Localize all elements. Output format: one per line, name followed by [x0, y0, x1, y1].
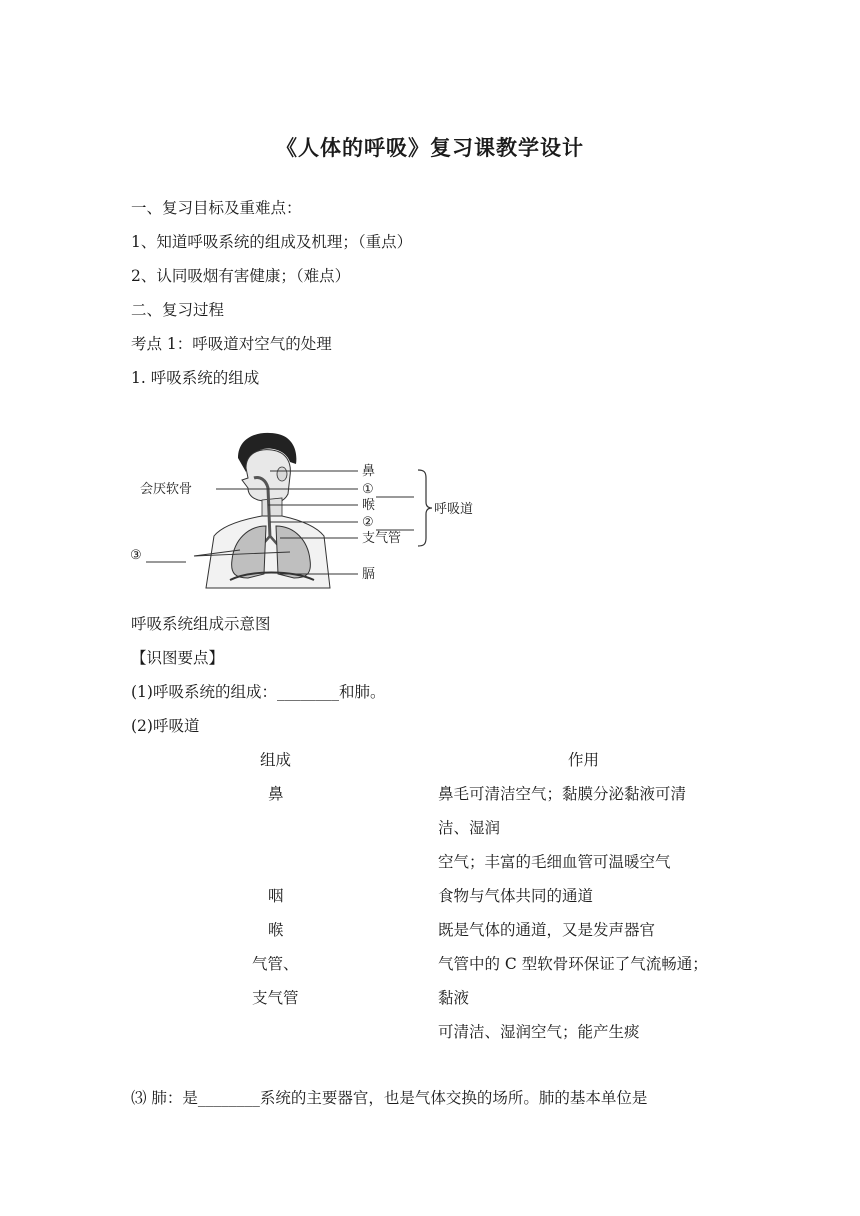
- ear-shape: [277, 467, 287, 481]
- question-3: ⑶ 肺：是________系统的主要器官，也是气体交换的场所。肺的基本单位是: [131, 1089, 648, 1107]
- neck-shape: [262, 498, 282, 518]
- respiratory-system-diagram: [130, 428, 490, 598]
- table-cell-trachea-function-2: 黏液: [438, 989, 470, 1007]
- table-cell-nose-function-3: 空气；丰富的毛细血管可温暖空气: [438, 853, 671, 871]
- question-1: (1)呼吸系统的组成：________和肺。: [131, 683, 386, 701]
- table-cell-nose-function-1: 鼻毛可清洁空气；黏膜分泌黏液可清: [438, 785, 687, 803]
- table-cell-nose: 鼻: [268, 785, 284, 803]
- table-cell-bronchus: 支气管: [252, 989, 299, 1007]
- exam-point-1: 考点 1：呼吸道对空气的处理: [131, 335, 332, 353]
- label-1: ①: [362, 482, 374, 497]
- table-header-function: 作用: [568, 751, 600, 769]
- table-cell-trachea: 气管、: [252, 955, 299, 973]
- table-cell-larynx: 喉: [268, 921, 284, 939]
- objective-2: 2、认同吸烟有害健康；（难点）: [131, 267, 351, 285]
- table-cell-pharynx: 咽: [268, 887, 284, 905]
- table-cell-trachea-function-1: 气管中的 C 型软骨环保证了气流畅通；: [438, 955, 708, 973]
- label-nose: 鼻: [362, 464, 376, 479]
- label-larynx: 喉: [362, 498, 376, 513]
- label-bronchus: 支气管: [362, 531, 402, 546]
- diagram-caption: 呼吸系统组成示意图: [131, 615, 271, 633]
- label-diaphragm: 膈: [362, 567, 376, 582]
- question-2: (2)呼吸道: [131, 717, 200, 735]
- heading-process: 二、复习过程: [131, 301, 225, 319]
- section-heading: 【识图要点】: [131, 649, 225, 667]
- brace-shape: [418, 470, 432, 546]
- subheading-composition: 1. 呼吸系统的组成: [131, 369, 260, 387]
- table-cell-pharynx-function: 食物与气体共同的通道: [438, 887, 594, 905]
- label-3: ③: [130, 548, 142, 563]
- label-2: ②: [362, 515, 374, 530]
- objective-1: 1、知道呼吸系统的组成及机理；（重点）: [131, 233, 413, 251]
- table-header-composition: 组成: [260, 751, 292, 769]
- label-epiglottis: 会厌软骨: [140, 482, 193, 497]
- table-cell-nose-function-2: 洁、湿润: [438, 819, 501, 837]
- heading-objectives: 一、复习目标及重难点：: [131, 199, 302, 217]
- table-cell-larynx-function: 既是气体的通道，又是发声器官: [438, 921, 656, 939]
- table-cell-trachea-function-3: 可清洁、湿润空气；能产生痰: [438, 1023, 640, 1041]
- label-respiratory-tract: 呼吸道: [434, 502, 474, 517]
- page-title: 《人体的呼吸》复习课教学设计: [276, 135, 584, 160]
